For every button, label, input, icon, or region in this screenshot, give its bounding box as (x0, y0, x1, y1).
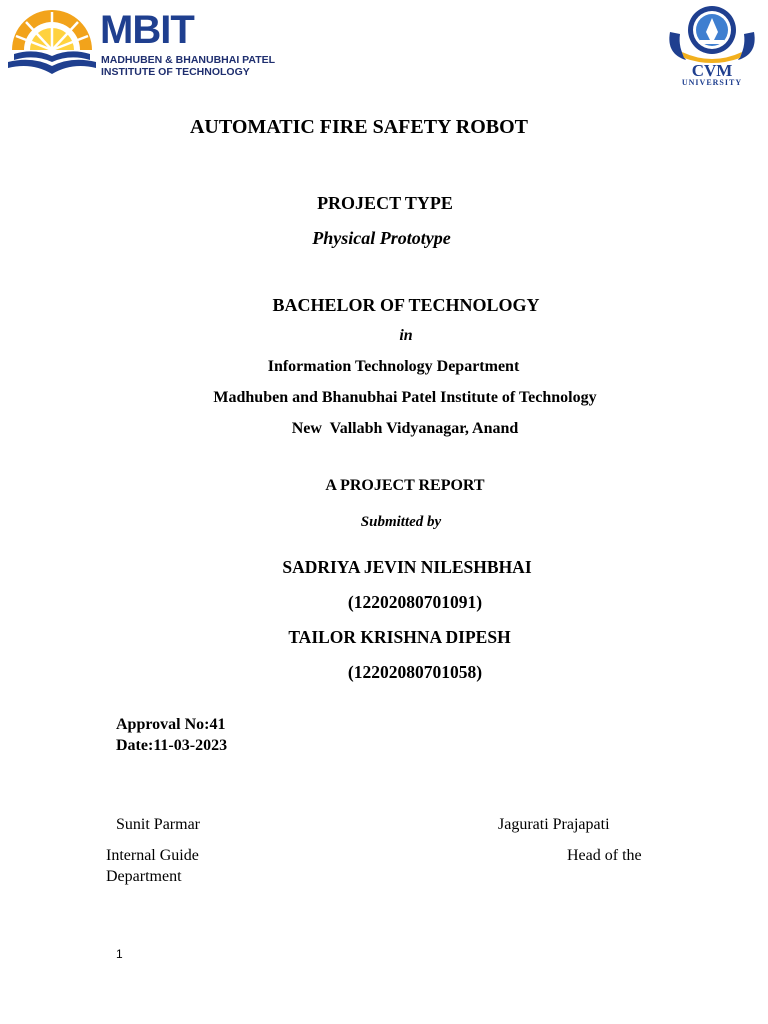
project-type-heading: PROJECT TYPE (317, 193, 453, 213)
cvm-name: CVM (691, 61, 733, 80)
institute: Madhuben and Bhanubhai Patel Institute of Technology (213, 389, 597, 406)
mbit-emblem-icon (4, 4, 100, 80)
hod-name: Jagurati Prajapati (498, 816, 610, 833)
page-number: 1 (116, 947, 123, 961)
approval-date: Date:11-03-2023 (116, 737, 228, 754)
location: New Vallabh Vidyanagar, Anand (291, 420, 519, 437)
mbit-wordmark: MBIT (100, 8, 194, 52)
mbit-line-1: MADHUBEN & BHANUBHAI PATEL (101, 54, 276, 66)
cvm-emblem-icon (664, 2, 760, 64)
student-1-name: SADRIYA JEVIN NILESHBHAI (282, 557, 532, 577)
degree-name: BACHELOR OF TECHNOLOGY (272, 295, 540, 315)
cvm-subtitle: UNIVERSITY (681, 78, 743, 87)
hod-role-line-2: Department (106, 868, 182, 885)
report-label: A PROJECT REPORT (325, 477, 485, 494)
project-type-value: Physical Prototype (312, 228, 451, 248)
department: Information Technology Department (267, 358, 520, 375)
student-2-name: TAILOR KRISHNA DIPESH (288, 627, 511, 647)
approval-number: Approval No:41 (116, 716, 226, 733)
cvm-logo (664, 2, 762, 90)
submitted-by: Submitted by (360, 514, 442, 530)
guide-name: Sunit Parmar (116, 816, 200, 833)
student-2-id: (12202080701058) (347, 662, 483, 682)
mbit-line-2: INSTITUTE OF TECHNOLOGY (101, 66, 250, 78)
guide-role: Internal Guide (106, 847, 199, 864)
mbit-logo (4, 4, 276, 80)
student-1-id: (12202080701091) (347, 592, 483, 612)
document-title: AUTOMATIC FIRE SAFETY ROBOT (189, 116, 528, 138)
degree-in: in (399, 327, 413, 344)
hod-role-line-1: Head of the (567, 847, 642, 864)
